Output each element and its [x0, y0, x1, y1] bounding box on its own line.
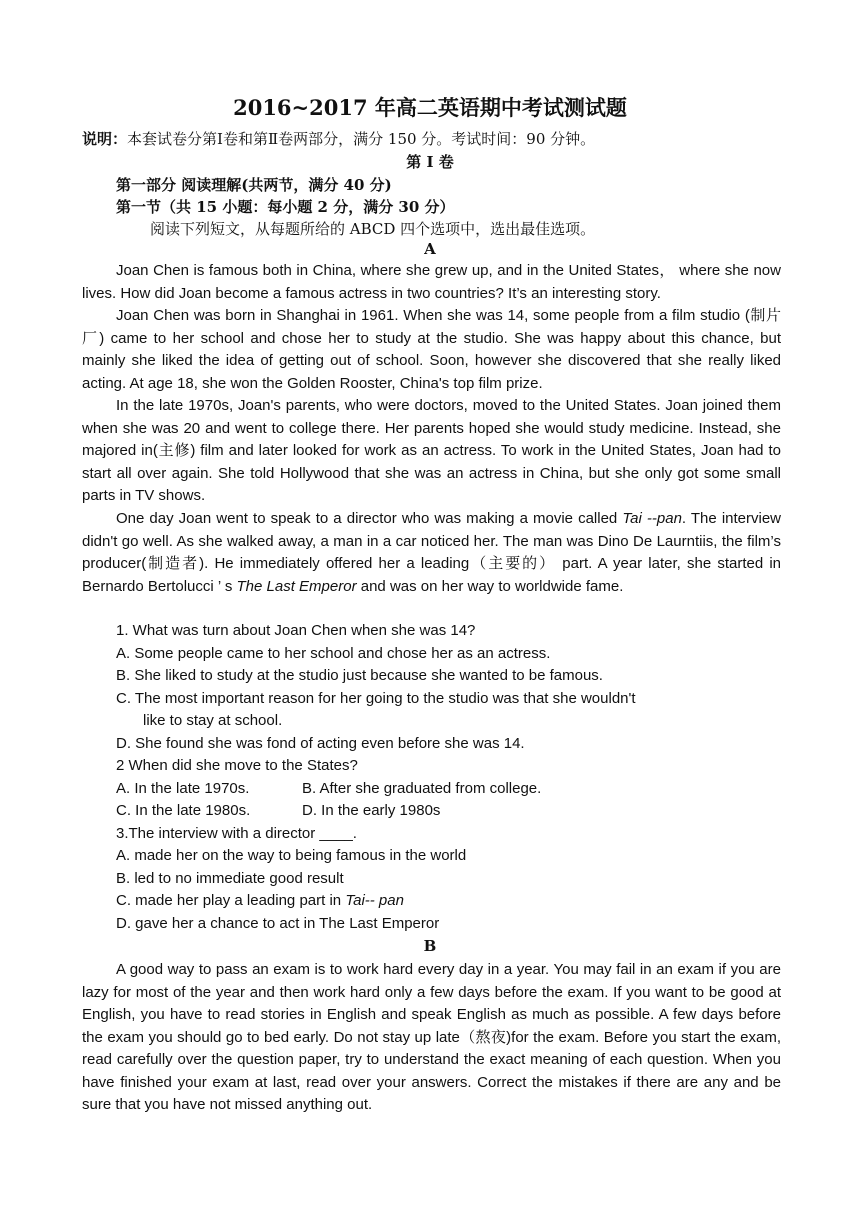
passage-b-label: B [423, 937, 437, 955]
section-heading: 第一节（共 15 小题：每小题 2 分，满分 30 分） [116, 198, 455, 216]
movie-title-last-emperor: The Last Emperor [236, 577, 357, 595]
question-1-option-b: B. She liked to study at the studio just because she wanted to be famous. [116, 667, 603, 684]
part-heading: 第一部分 阅读理解(共两节，满分 40 分) [116, 176, 392, 194]
question-3-option-d: D. gave her a chance to act in The Last Emperor [116, 915, 440, 932]
question-2-option-c: C. In the late 1980s. [116, 802, 251, 819]
passage-a-paragraph-2: Joan Chen was born in Shanghai in 1961. When she was 14, some people from a film studio (制片厂) came to her school and chose her to study at the studio. She was happy about this chance, but mainly she liked the idea of getting out of school. Soon, however she discovered that she really liked acting. At age 18, she won the Golden Rooster, China's top film prize. [82, 307, 781, 392]
question-2: 2 When did she move to the States? [116, 757, 358, 774]
question-2-option-a: A. In the late 1970s. [116, 780, 250, 797]
instructions-text: 本套试卷分第Ⅰ卷和第Ⅱ卷两部分，满分 150 分。考试时间：90 分钟。 [127, 130, 596, 148]
question-3-option-b: B. led to no immediate good result [116, 870, 344, 887]
question-3-option-a: A. made her on the way to being famous in the world [116, 847, 467, 864]
question-2-option-d: D. In the early 1980s [302, 802, 441, 819]
question-2-option-b: B. After she graduated from college. [302, 780, 542, 797]
question-3-option-c-movie: Tai-- pan [345, 892, 404, 909]
passage-a-paragraph-3: In the late 1970s, Joan's parents, who were doctors, moved to the United States. Joan joined them when she was 20 and went to college there. Her parents hoped she would study medicine. Instead, she majored in(主修) film and later looked for work as an actress. To work in the United States, Joan had to start all over again. She told Hollywood that she was an actress in China, but she only got some small parts in TV shows. [82, 397, 781, 504]
instructions-line [82, 128, 782, 149]
question-1-option-a: A. Some people came to her school and chose her as an actress. [116, 645, 551, 662]
question-1-option-d: D. She found she was fond of acting even before she was 14. [116, 735, 525, 752]
paragraph-4-text-a: One day Joan went to speak to a director who was making a movie called [116, 510, 623, 527]
question-1-option-c-continued: like to stay at school. [143, 712, 283, 729]
instructions-label: 说明： [82, 130, 128, 148]
question-1: 1. What was turn about Joan Chen when she was 14? [116, 622, 476, 639]
question-3: 3.The interview with a director ____. [116, 825, 357, 842]
paragraph-4-text-c: and was on her way to worldwide fame. [356, 577, 624, 595]
volume-heading: 第 I 卷 [406, 153, 454, 171]
question-3-option-c-text: C. made her play a leading part in [116, 892, 346, 909]
passage-a-paragraph-1: Joan Chen is famous both in China, where she grew up, and in the United States， where she now lives. How did Joan become a famous actress in two countries? It’s an interesting story. [82, 262, 781, 302]
question-1-option-c: C. The most important reason for her going to the studio was that she wouldn't [116, 690, 636, 707]
passage-a-paragraph-4 [82, 508, 781, 598]
passage-b-paragraph-1: A good way to pass an exam is to work hard every day in a year. You may fail in an exam if you are lazy for most of the year and then work hard only a few days before the exam. If you want to be good at English, you have to read stories in English and speak English as much as possible. A few days before the exam you should go to bed early. Do not stay up late（熬夜)for the exam. Before you start the exam, read carefully over the question paper, try to understand the exact meaning of each question. When you have finished your exam at last, read over your answers. Correct the mistakes if there are any and be sure that you have not missed anything out. [82, 961, 781, 1113]
question-3-option-c [116, 892, 404, 909]
passage-a-label: A [424, 240, 436, 258]
movie-title-tai-pan: Tai --pan [622, 510, 682, 527]
paragraph-4-text-b: . The interview didn't go well. As she walked away, a man in a car noticed her. The man was Dino De Laurntiis, the film’s producer(制造者). He immediately offered her a leading（主要的） part. A year later, she started in Bernardo Bertolucci ’ s [82, 510, 781, 595]
exam-title: 2016~2017 年高二英语期中考试测试题 [233, 95, 627, 120]
directions-text: 阅读下列短文，从每题所给的 ABCD 四个选项中，选出最佳选项。 [150, 220, 596, 238]
